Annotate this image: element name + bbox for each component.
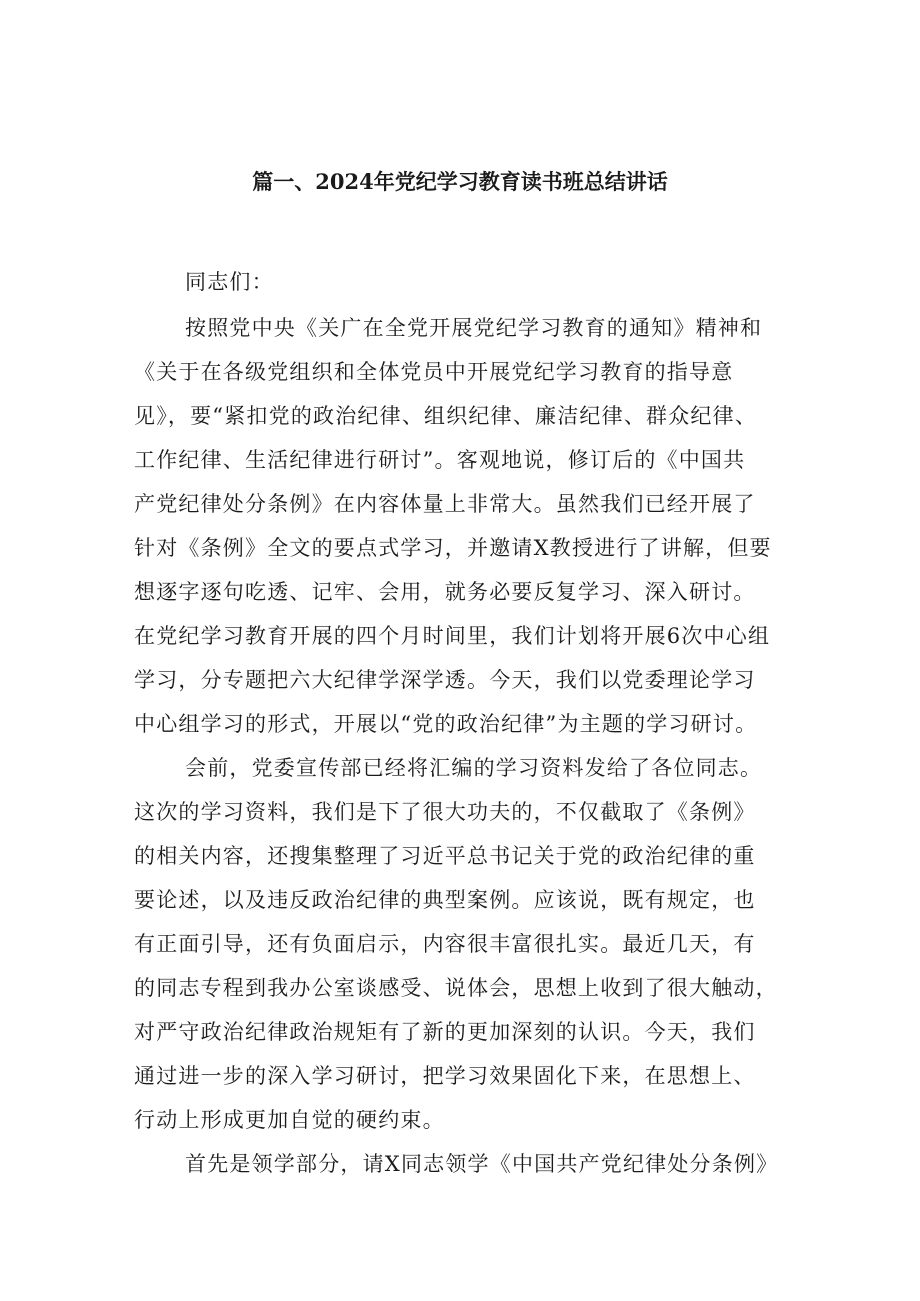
paragraph-line: 《关于在各级党组织和全体党员中开展党纪学习教育的指导意 bbox=[134, 360, 734, 384]
paragraph-line: 这次的学习资料，我们是下了很大功夫的，不仅截取了《条例》 bbox=[134, 800, 756, 824]
paragraph-line: 通过进一步的深入学习研讨，把学习效果固化下来，在思想上、 bbox=[134, 1064, 756, 1088]
paragraph-line: 想逐字逐句吃透、记牢、会用，就务必要反复学习、深入研讨。 bbox=[134, 580, 756, 604]
paragraph-line: 中心组学习的形式，开展以“党的政治纪律”为主题的学习研讨。 bbox=[134, 712, 758, 736]
paragraph-line: 按照党中央《关广在全党开展党纪学习教育的通知》精神和 bbox=[185, 316, 763, 340]
paragraph-line: 有正面引导，还有负面启示，内容很丰富很扎实。最近几天，有 bbox=[134, 932, 756, 956]
paragraph-line: 的同志专程到我办公室谈感受、说体会，思想上收到了很大触动， bbox=[134, 976, 778, 1000]
paragraph-line: 学习，分专题把六大纪律学深学透。今天，我们以党委理论学习 bbox=[134, 668, 756, 692]
paragraph-line: 工作纪律、生活纪律进行研讨”。客观地说，修订后的《中国共 bbox=[134, 448, 746, 472]
document-title: 篇一、2024年党纪学习教育读书班总结讲话 bbox=[252, 169, 668, 194]
paragraph-line: 会前，党委宣传部已经将汇编的学习资料发给了各位同志。 bbox=[185, 756, 763, 780]
paragraph-line: 见》，要“紧扣党的政治纪律、组织纪律、廉洁纪律、群众纪律、 bbox=[134, 404, 758, 428]
paragraph-line: 针对《条例》全文的要点式学习，并邀请X教授进行了讲解，但要 bbox=[134, 536, 772, 560]
paragraph-line: 要论述，以及违反政治纪律的典型案例。应该说，既有规定，也 bbox=[134, 888, 756, 912]
paragraph-line: 的相关内容，还搜集整理了习近平总书记关于党的政治纪律的重 bbox=[134, 844, 756, 868]
salutation-line: 同志们： bbox=[185, 270, 274, 294]
paragraph-line: 行动上形成更加自觉的硬约束。 bbox=[134, 1108, 445, 1132]
paragraph-line: 对严守政治纪律政治规矩有了新的更加深刻的认识。今天，我们 bbox=[134, 1020, 756, 1044]
paragraph-line: 首先是领学部分，请X同志领学《中国共产党纪律处分条例》 bbox=[185, 1152, 779, 1176]
paragraph-line: 在党纪学习教育开展的四个月时间里，我们计划将开展6次中心组 bbox=[134, 624, 771, 648]
paragraph-line: 产党纪律处分条例》在内容体量上非常大。虽然我们已经开展了 bbox=[134, 492, 756, 516]
